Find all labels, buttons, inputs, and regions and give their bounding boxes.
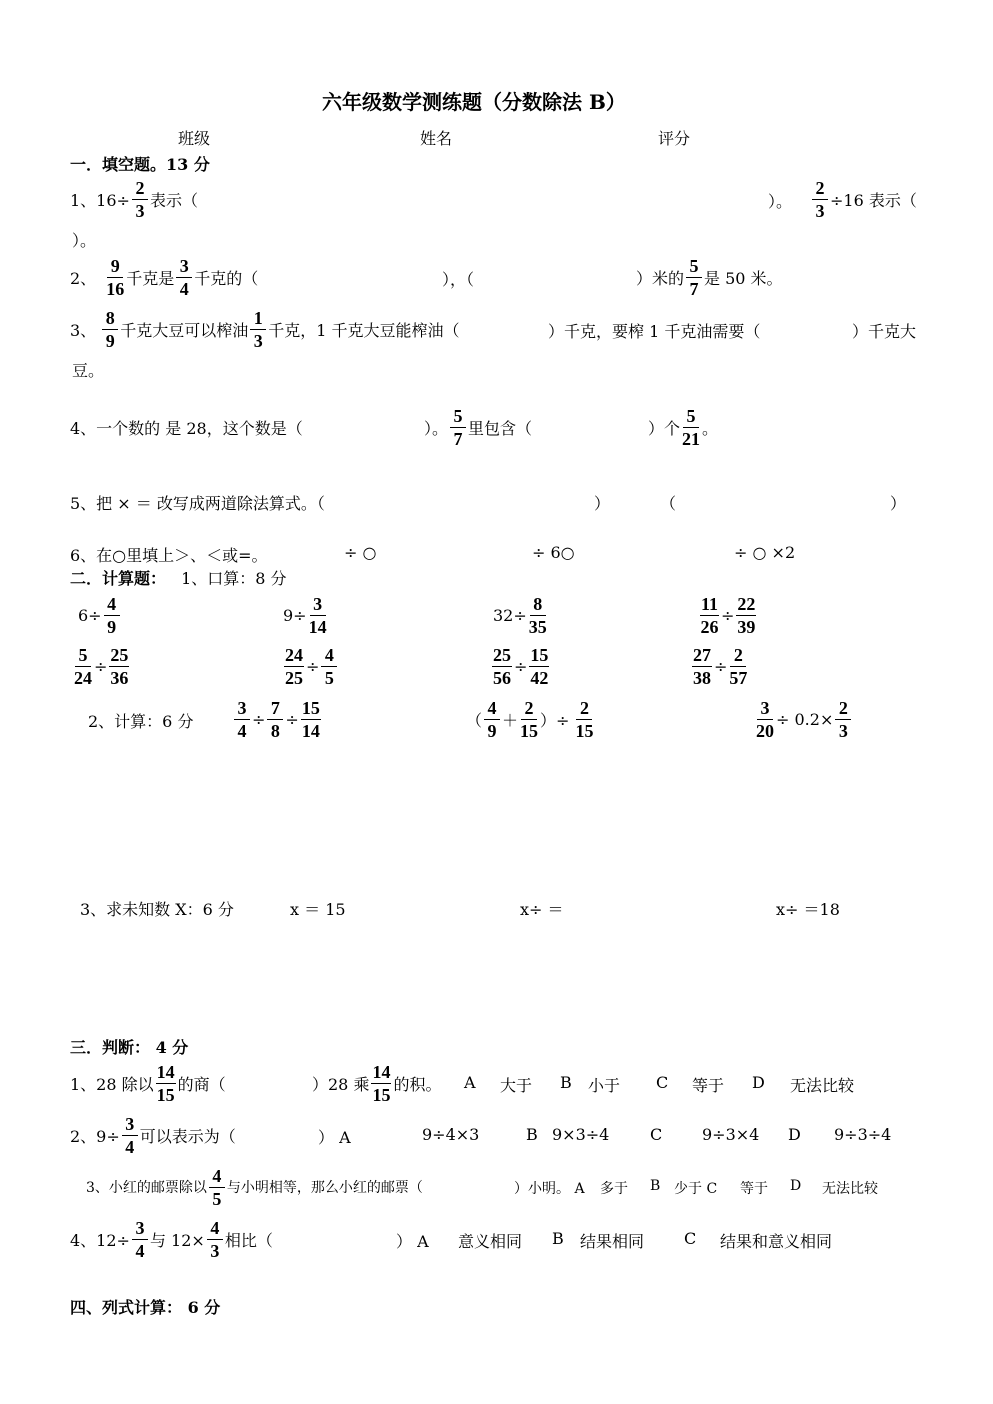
num: 4 [209,1167,225,1188]
calc-3 [754,696,853,742]
fraction [301,699,321,740]
judge-2-C: C [650,1125,663,1144]
fraction [106,257,124,298]
q6: 6、在○里填上＞、＜或=。 [70,546,268,565]
unknown-2: x÷ ＝ [520,900,564,919]
q1-2 [810,176,917,222]
q3-wrap: 豆。 [72,361,105,380]
oral-3 [493,592,549,638]
q2 [70,254,258,300]
fraction [484,699,500,740]
fraction [812,179,828,220]
text: ＋ [502,710,519,730]
text: 与 12× [149,1230,205,1250]
den: 4 [237,720,247,741]
text: ）。 [424,418,449,438]
q6-b: ÷ ○ [344,543,377,562]
den: 24 [74,667,92,688]
q1-2-close: ）。 [72,231,97,250]
num: 2 [132,179,148,200]
num: 3 [757,699,773,720]
den: 16 [106,278,125,299]
den: 4 [125,1136,135,1157]
den: 57 [729,667,748,688]
oral-7 [490,643,551,689]
fraction [492,646,512,687]
fraction [756,699,774,740]
text: ÷ [306,656,320,676]
judge-3-Bv: 少于 C [674,1181,718,1197]
judge-1-b [312,1060,441,1106]
num: 2 [521,699,537,720]
den: 7 [453,428,463,449]
judge-1-C: C [656,1073,669,1092]
judge-3-Cv: 等于 [740,1181,768,1197]
q1-1 [70,176,198,222]
fraction [450,407,466,448]
num: 25 [493,644,511,665]
fraction [520,699,538,740]
num: 2 [730,646,746,667]
fraction [102,309,118,350]
fraction [736,595,756,636]
num: 4 [484,699,500,720]
num: 7 [267,699,283,720]
judge-3-Av: 多于 [600,1181,628,1197]
fraction [176,257,192,298]
num: 1 [250,309,266,330]
num: 24 [285,644,303,665]
section-1-heading: 一．填空题。13 分 [70,155,210,174]
num: 2 [835,699,851,720]
fraction [104,595,120,636]
fraction [835,699,851,740]
fraction [250,309,266,350]
q3-mid: ）千克，要榨 1 千克油需要（ [548,322,761,341]
calc-label: 2、计算：6 分 [88,712,194,731]
fraction [234,699,250,740]
section-2-heading [70,566,287,589]
fraction [156,1063,176,1104]
fraction [682,407,700,448]
text: 千克，1 千克大豆能榨油（ [268,320,460,340]
num: 5 [686,257,702,278]
den: 3 [815,200,825,221]
text: ÷ [514,656,528,676]
judge-2 [70,1112,236,1158]
q2-mid: ），（ [442,270,475,289]
num: 5 [450,407,466,428]
fraction [729,646,747,687]
text: 与小明相等，那么小红的邮票（ [226,1180,423,1196]
judge-4 [70,1216,273,1262]
score-label: 评分 [658,129,691,148]
q5-c: （ [660,494,677,513]
text: 相比（ [224,1230,273,1250]
q4-tail [648,404,718,450]
num: 3 [234,699,250,720]
judge-3-Dv: 无法比较 [822,1181,878,1197]
den: 3 [838,720,848,741]
q1-1-close: ）。 [768,192,793,211]
text: 4、一个数的 是 28，这个数是（ [70,418,303,438]
num: 9 [107,257,123,278]
num: 4 [321,646,337,667]
calc-2 [466,696,595,742]
fraction [321,646,337,687]
num: 3 [122,1115,138,1136]
fraction [575,699,593,740]
fraction [74,646,92,687]
fraction [132,1219,148,1260]
name-label: 姓名 [420,129,453,148]
num: 4 [207,1219,223,1240]
text: 9÷ [283,605,307,625]
text: 表示（ [149,190,198,210]
calc-1 [232,696,323,742]
judge-1 [70,1060,226,1106]
text: ）28 乘 [312,1074,370,1094]
den: 35 [528,616,547,637]
den: 21 [682,428,701,449]
num: 3 [310,595,326,616]
q5-d: ） [890,494,907,513]
judge-1-Bv: 小于 [588,1076,621,1095]
text: ÷ [285,709,299,729]
fraction [529,595,547,636]
num: 14 [156,1061,175,1082]
judge-4-Bv: 结果相同 [580,1232,645,1251]
fraction [207,1219,223,1260]
den: 15 [156,1084,175,1105]
den: 26 [700,616,719,637]
oral-8 [690,643,749,689]
fraction [284,646,304,687]
text: 千克大豆可以榨油 [120,320,249,340]
judge-4-A: ） A [396,1232,429,1251]
den: 3 [253,330,263,351]
judge-2-Cv: 9÷3×4 [702,1125,760,1144]
text: 。 [702,418,719,438]
den: 15 [372,1084,391,1105]
fraction [209,1167,225,1208]
q5-b: ） [594,494,611,513]
num: 2 [576,699,592,720]
q2-end [636,254,783,300]
num: 25 [110,644,129,665]
fraction [686,257,702,298]
text: 的商（ [177,1074,226,1094]
num: 3 [132,1219,148,1240]
num: 5 [75,646,91,667]
judge-2-Dv: 9÷3÷4 [834,1125,892,1144]
num: 11 [701,593,719,614]
den: 9 [105,330,115,351]
page-title: 六年级数学测练题（分数除法 B） [322,90,626,114]
judge-1-Av: 大于 [500,1076,533,1095]
judge-3 [86,1164,423,1210]
num: 8 [530,595,546,616]
den: 25 [285,667,303,688]
text: ÷ 0.2× [776,709,834,729]
text: ）米的 [636,268,685,288]
text: ÷ [252,709,266,729]
judge-4-Cv: 结果和意义相同 [720,1232,833,1251]
class-label: 班级 [178,129,211,148]
judge-1-Dv: 无法比较 [790,1076,855,1095]
text: ）÷ [540,710,570,730]
text: 千克是 [126,268,175,288]
text: 千克的（ [194,268,259,288]
unknown-1: x ＝ 15 [290,900,346,919]
judge-4-Av: 意义相同 [458,1232,523,1251]
section-3-heading: 三．判断： 4 分 [70,1038,189,1057]
fraction [267,699,283,740]
judge-1-B: B [560,1073,572,1092]
judge-4-C: C [684,1229,697,1248]
text: 6÷ [78,605,102,625]
judge-3-D: D [790,1178,802,1194]
den: 5 [212,1188,222,1209]
judge-1-A: A [464,1073,476,1092]
oral-5 [72,643,131,689]
den: 56 [493,667,511,688]
text: 3、小红的邮票除以 [86,1180,207,1196]
den: 15 [520,720,539,741]
judge-3-B: B [650,1178,661,1194]
den: 39 [737,616,756,637]
num: 5 [683,407,699,428]
judge-2-Bv: 9×3÷4 [552,1125,610,1144]
q4-end [424,404,532,450]
text: ）个 [648,418,681,438]
den: 42 [530,667,549,688]
q3 [70,306,459,352]
text: （ [466,710,483,730]
text: ÷16 表示（ [830,190,917,210]
text: 的积。 [393,1074,442,1094]
den: 14 [301,720,320,741]
den: 20 [756,720,774,741]
num: 2 [812,179,828,200]
text: ÷ [94,656,108,676]
text: 1、28 除以 [70,1074,154,1094]
num: 3 [176,257,192,278]
q6-c: ÷ 6○ [532,543,575,562]
text: 里包含（ [468,418,533,438]
text: 32÷ [493,605,527,625]
fraction [700,595,719,636]
num: 22 [737,593,756,614]
den: 4 [179,278,189,299]
section-4-heading: 四、列式计算： 6 分 [70,1298,221,1317]
num: 27 [693,644,711,665]
den: 9 [107,616,117,637]
q5: 5、把 × ＝ 改写成两道除法算式。（ [70,494,325,513]
num: 15 [301,697,320,718]
fraction [132,179,148,220]
num: 14 [372,1061,391,1082]
judge-2-A: ） A [318,1128,351,1147]
den: 36 [110,667,129,688]
fraction [122,1115,138,1156]
den: 14 [308,616,327,637]
text: 是 50 米。 [704,268,783,288]
text: 3、 [70,320,97,340]
num: 15 [530,644,549,665]
num: 8 [102,309,118,330]
text: 可以表示为（ [139,1126,236,1146]
num: 4 [104,595,120,616]
judge-2-Av: 9÷4×3 [422,1125,480,1144]
text: 1、16÷ [70,190,130,210]
heading-text: 二．计算题： [70,569,167,588]
q3-end: ）千克大 [852,322,917,341]
den: 4 [135,1240,145,1261]
fraction [309,595,327,636]
unknown-label: 3、求未知数 X：6 分 [80,900,234,919]
den: 5 [324,667,334,688]
text: 4、12÷ [70,1230,130,1250]
judge-4-B: B [552,1229,564,1248]
oral-6 [282,643,339,689]
oral-4 [698,592,758,638]
den: 3 [135,200,145,221]
judge-2-D: D [788,1125,801,1144]
fraction [371,1063,391,1104]
den: 7 [689,278,699,299]
sub-heading: 1、口算：8 分 [181,569,287,588]
den: 3 [210,1240,220,1261]
text: ÷ [714,656,728,676]
text: ÷ [721,605,735,625]
den: 15 [575,720,594,741]
oral-2 [283,592,329,638]
fraction [529,646,549,687]
judge-1-Cv: 等于 [692,1076,725,1095]
judge-2-B: B [526,1125,538,1144]
q6-d: ÷ ○ ×2 [734,543,796,562]
oral-1 [78,592,122,638]
fraction [692,646,712,687]
text: 2、9÷ [70,1126,120,1146]
den: 9 [487,720,497,741]
q4 [70,404,303,450]
den: 38 [693,667,711,688]
unknown-3: x÷ ＝18 [776,900,840,919]
text: 2、 [70,268,97,288]
judge-3-A: ）小明。 A [514,1181,585,1197]
judge-1-D: D [752,1073,765,1092]
den: 8 [270,720,280,741]
fraction [109,646,129,687]
